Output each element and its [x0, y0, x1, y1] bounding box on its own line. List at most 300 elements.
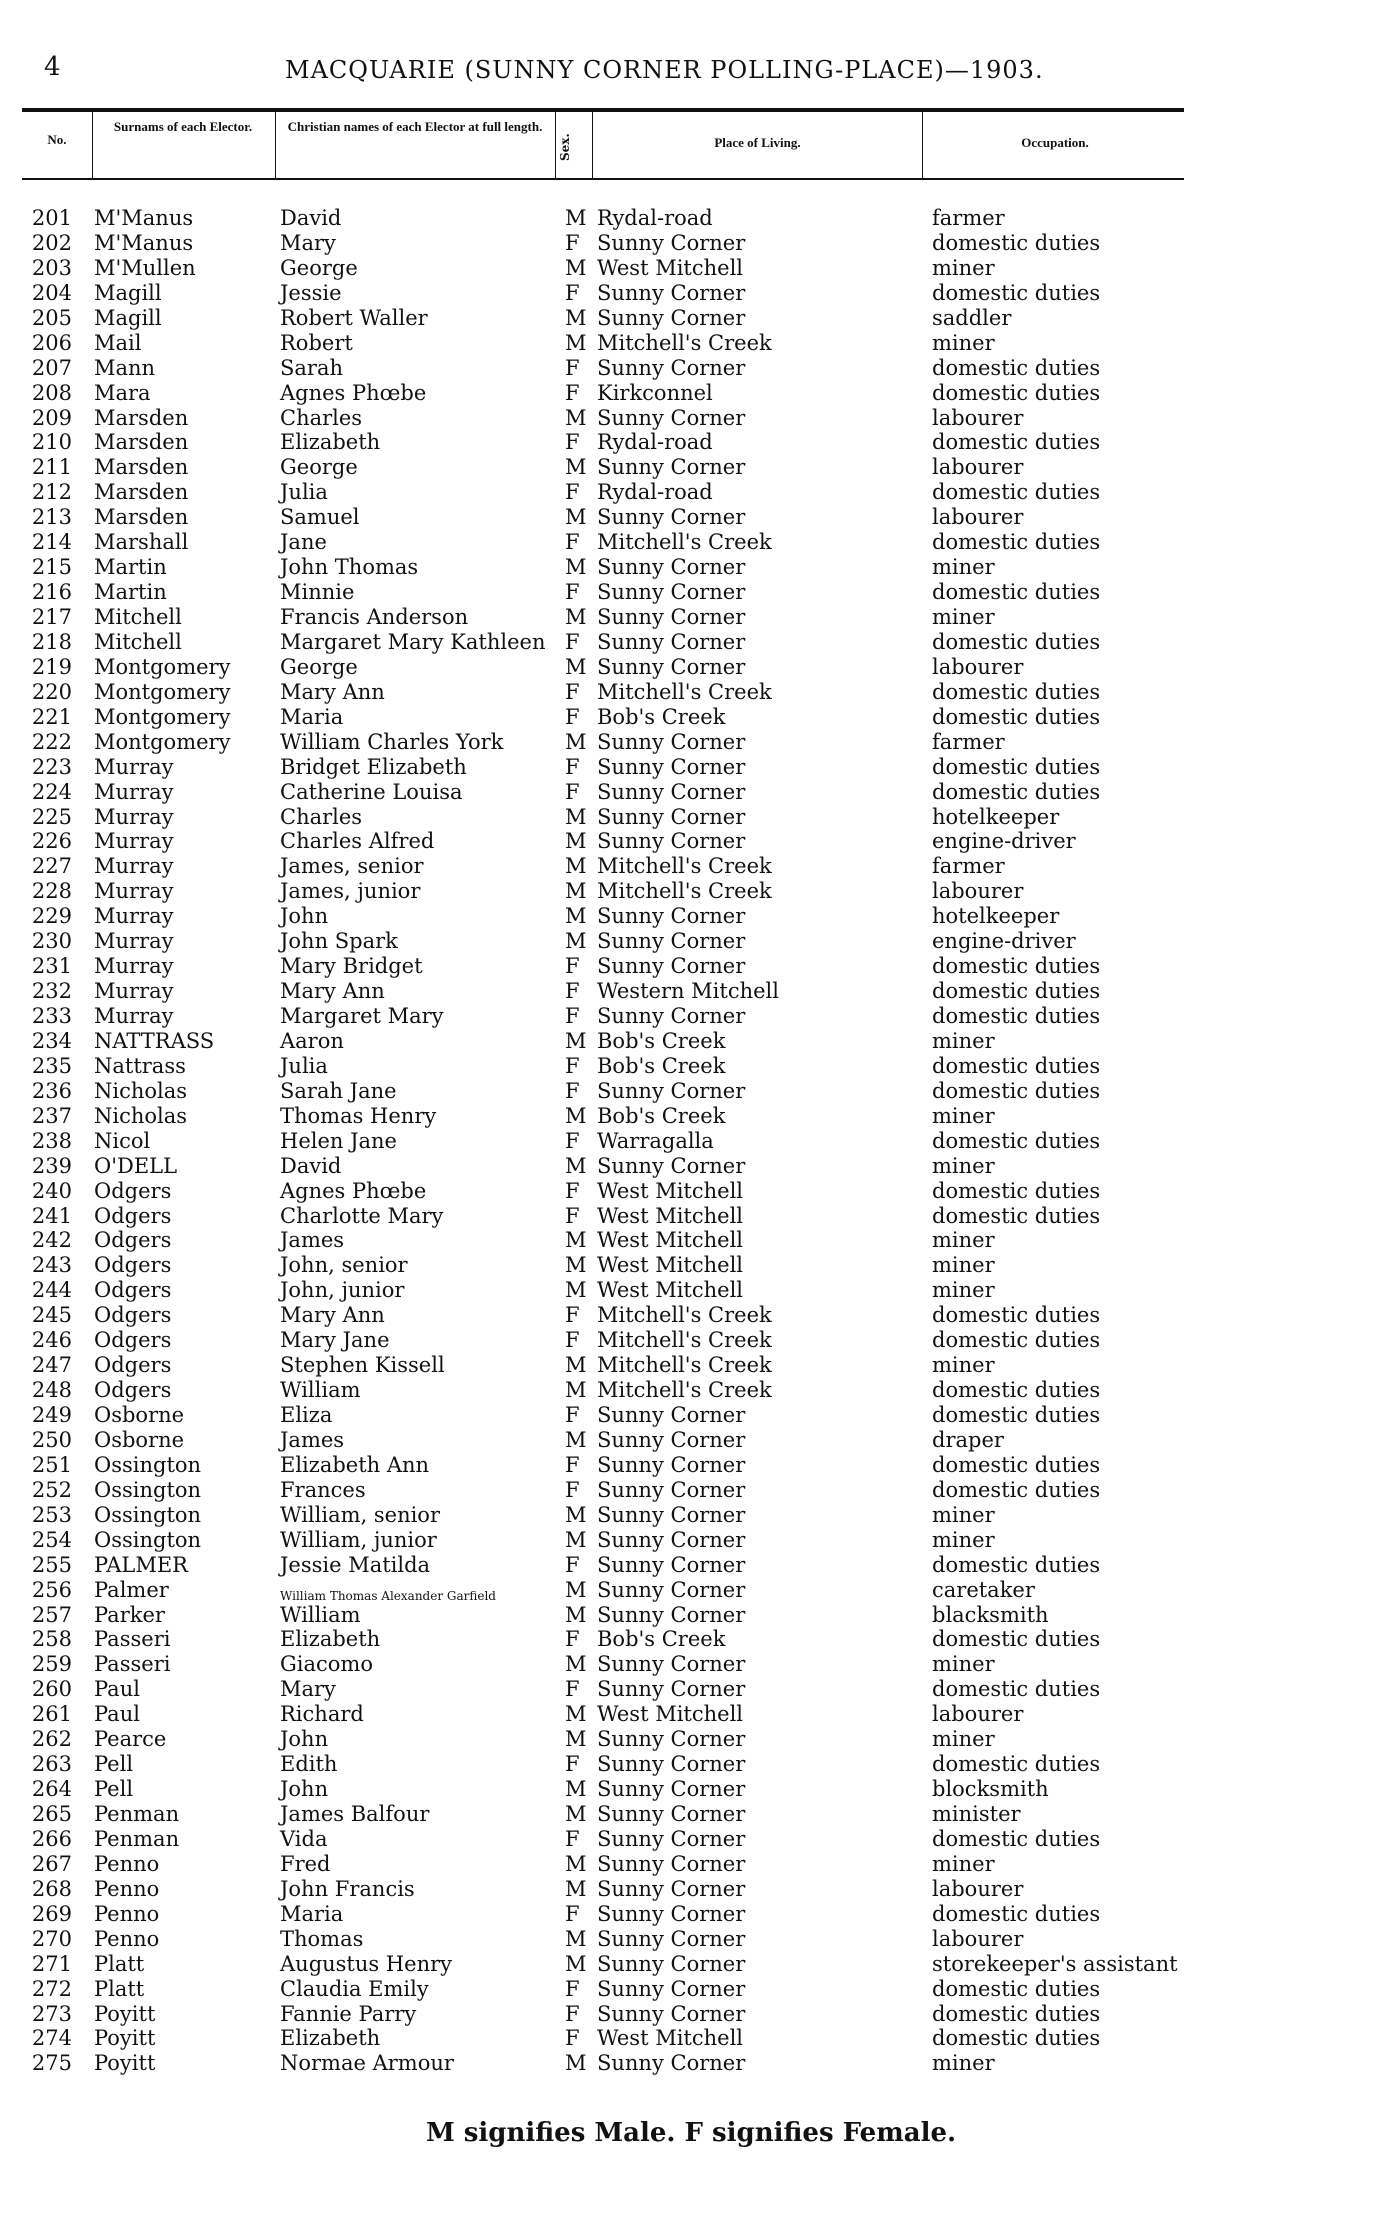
elector-christian-names: William — [280, 1378, 361, 1403]
elector-christian-names: Minnie — [280, 580, 355, 605]
elector-sex: M — [565, 605, 587, 629]
column-divider — [92, 112, 93, 178]
elector-place-of-living: Sunny Corner — [597, 1427, 746, 1452]
table-row — [0, 1428, 1382, 1453]
elector-surname: Poyitt — [94, 2001, 156, 2026]
elector-place-of-living: Sunny Corner — [597, 1153, 746, 1178]
elector-number: 266 — [31, 1826, 72, 1851]
table-row — [0, 1004, 1382, 1029]
elector-place-of-living: Sunny Corner — [597, 2051, 746, 2076]
elector-number: 272 — [31, 1976, 72, 2001]
elector-christian-names: Mary Ann — [280, 679, 385, 704]
elector-christian-names: William, junior — [280, 1527, 437, 1552]
elector-occupation: miner — [932, 555, 995, 580]
elector-place-of-living: Mitchell's Creek — [597, 1303, 772, 1328]
elector-number: 206 — [31, 330, 72, 355]
table-row — [0, 1702, 1382, 1727]
elector-surname: Murray — [94, 979, 174, 1004]
elector-surname: Marsden — [94, 405, 189, 430]
elector-christian-names: Sarah Jane — [280, 1078, 397, 1103]
elector-number: 240 — [31, 1178, 72, 1203]
elector-surname: Nicholas — [94, 1078, 188, 1103]
elector-sex: F — [565, 779, 580, 804]
elector-surname: Nicol — [94, 1128, 151, 1153]
elector-sex: M — [565, 206, 587, 230]
elector-surname: Magill — [94, 280, 162, 305]
elector-place-of-living: Sunny Corner — [597, 1876, 746, 1901]
elector-christian-names: John Thomas — [280, 555, 419, 580]
elector-surname: Passeri — [94, 1652, 171, 1677]
table-row — [0, 854, 1382, 879]
elector-christian-names: Margaret Mary Kathleen — [280, 629, 546, 654]
elector-sex: F — [565, 2026, 580, 2051]
elector-number: 216 — [31, 580, 72, 605]
elector-number: 271 — [31, 1951, 72, 1976]
elector-place-of-living: Western Mitchell — [597, 979, 779, 1004]
elector-number: 255 — [31, 1552, 72, 1577]
elector-christian-names: Jane — [280, 530, 327, 555]
elector-place-of-living: Rydal-road — [597, 430, 713, 455]
elector-christian-names: Mary Ann — [280, 979, 385, 1004]
elector-occupation: miner — [932, 1851, 995, 1876]
elector-place-of-living: Sunny Corner — [597, 1004, 746, 1028]
elector-surname: Montgomery — [94, 654, 231, 679]
elector-surname: Murray — [94, 954, 174, 979]
elector-sex: M — [565, 729, 587, 754]
elector-sex: F — [565, 1677, 580, 1702]
table-row — [0, 430, 1382, 455]
elector-sex: M — [565, 1602, 587, 1627]
table-row — [0, 256, 1382, 281]
elector-surname: Odgers — [94, 1378, 172, 1403]
elector-surname: Murray — [94, 929, 174, 954]
elector-occupation: hotelkeeper — [932, 904, 1060, 929]
elector-place-of-living: Sunny Corner — [597, 355, 746, 380]
elector-christian-names: Julia — [280, 480, 328, 505]
elector-surname: Marsden — [94, 430, 189, 455]
column-divider — [275, 112, 276, 178]
elector-sex: F — [565, 1452, 580, 1477]
table-row — [0, 2002, 1382, 2027]
table-row — [0, 605, 1382, 630]
elector-christian-names: Vida — [280, 1826, 328, 1851]
elector-surname: Ossington — [94, 1527, 202, 1552]
col-header-no: No. — [47, 132, 67, 147]
table-row — [0, 1578, 1382, 1603]
elector-sex: M — [565, 1577, 587, 1602]
elector-christian-names: Helen Jane — [280, 1128, 397, 1153]
elector-number: 231 — [31, 954, 72, 979]
elector-sex: F — [565, 380, 580, 405]
electors-list — [0, 206, 1382, 2076]
elector-place-of-living: Sunny Corner — [597, 1926, 746, 1951]
elector-number: 215 — [31, 555, 72, 580]
elector-occupation: blacksmith — [932, 1602, 1049, 1627]
elector-sex: F — [565, 530, 580, 555]
elector-place-of-living: Sunny Corner — [597, 929, 746, 954]
table-row — [0, 1652, 1382, 1677]
elector-christian-names: Jessie Matilda — [280, 1552, 431, 1577]
elector-sex: F — [565, 1477, 580, 1502]
elector-place-of-living: Sunny Corner — [597, 779, 746, 804]
elector-sex: M — [565, 1926, 587, 1951]
elector-christian-names: Charles — [280, 405, 363, 430]
table-row — [0, 281, 1382, 306]
elector-christian-names: Mary Ann — [280, 1303, 385, 1328]
elector-occupation: domestic duties — [932, 954, 1101, 979]
elector-place-of-living: Sunny Corner — [597, 1078, 746, 1103]
elector-surname: Nattrass — [94, 1053, 186, 1078]
elector-place-of-living: Mitchell's Creek — [597, 330, 772, 355]
elector-number: 238 — [31, 1128, 72, 1153]
elector-surname: Martin — [94, 580, 167, 605]
elector-sex: M — [565, 1028, 587, 1053]
elector-sex: F — [565, 280, 580, 305]
elector-christian-names: Bridget Elizabeth — [280, 754, 467, 779]
elector-christian-names: James — [280, 1228, 345, 1253]
elector-sex: M — [565, 455, 587, 480]
elector-surname: Odgers — [94, 1253, 172, 1278]
elector-surname: Ossington — [94, 1452, 202, 1477]
elector-christian-names: Jessie — [280, 280, 342, 305]
elector-occupation: engine-driver — [932, 829, 1076, 854]
elector-surname: Palmer — [94, 1577, 169, 1602]
elector-surname: Montgomery — [94, 679, 231, 704]
elector-occupation: domestic duties — [932, 754, 1101, 779]
elector-surname: Odgers — [94, 1228, 172, 1253]
elector-occupation: labourer — [932, 405, 1024, 430]
elector-occupation: miner — [932, 1278, 995, 1303]
elector-sex: M — [565, 1353, 587, 1378]
elector-place-of-living: Mitchell's Creek — [597, 679, 772, 704]
elector-occupation: miner — [932, 1727, 995, 1752]
elector-surname: Parker — [94, 1602, 165, 1627]
table-row — [0, 954, 1382, 979]
elector-christian-names: Charles — [280, 804, 363, 829]
elector-christian-names: Mary — [280, 1677, 336, 1702]
table-row — [0, 2051, 1382, 2076]
elector-number: 211 — [31, 455, 72, 480]
elector-place-of-living: Sunny Corner — [597, 1777, 746, 1802]
elector-place-of-living: Sunny Corner — [597, 1901, 746, 1926]
elector-place-of-living: Sunny Corner — [597, 455, 746, 480]
elector-sex: F — [565, 704, 580, 729]
elector-number: 210 — [31, 430, 72, 455]
elector-place-of-living: West Mitchell — [597, 1253, 743, 1278]
elector-surname: Penno — [94, 1876, 160, 1901]
header-rule-bottom — [22, 178, 1184, 180]
elector-occupation: hotelkeeper — [932, 804, 1060, 829]
elector-number: 205 — [31, 305, 72, 330]
elector-number: 223 — [31, 754, 72, 779]
elector-place-of-living: Sunny Corner — [597, 1452, 746, 1477]
elector-surname: Marsden — [94, 480, 189, 505]
elector-sex: M — [565, 1652, 587, 1677]
page-number: 4 — [44, 52, 61, 82]
elector-place-of-living: Bob's Creek — [597, 1028, 726, 1053]
elector-surname: Mail — [94, 330, 142, 355]
elector-surname: Osborne — [94, 1427, 185, 1452]
elector-number: 222 — [31, 729, 72, 754]
elector-surname: Murray — [94, 754, 174, 779]
elector-sex: F — [565, 1004, 580, 1028]
elector-place-of-living: Bob's Creek — [597, 1627, 726, 1652]
elector-number: 224 — [31, 779, 72, 804]
elector-surname: Poyitt — [94, 2051, 156, 2076]
table-row — [0, 630, 1382, 655]
elector-sex: F — [565, 1178, 580, 1203]
elector-occupation: domestic duties — [932, 2026, 1101, 2051]
elector-christian-names: George — [280, 455, 358, 480]
elector-number: 217 — [31, 605, 72, 629]
elector-sex: M — [565, 654, 587, 679]
elector-place-of-living: Sunny Corner — [597, 1577, 746, 1602]
elector-surname: Pell — [94, 1752, 134, 1777]
elector-sex: M — [565, 1502, 587, 1527]
elector-place-of-living: Sunny Corner — [597, 754, 746, 779]
elector-sex: M — [565, 1702, 587, 1727]
elector-christian-names: George — [280, 654, 358, 679]
elector-number: 258 — [31, 1627, 72, 1652]
elector-surname: Penman — [94, 1826, 180, 1851]
elector-occupation: domestic duties — [932, 629, 1101, 654]
elector-occupation: labourer — [932, 1876, 1024, 1901]
elector-sex: M — [565, 1527, 587, 1552]
elector-number: 261 — [31, 1702, 72, 1727]
elector-occupation: domestic duties — [932, 1452, 1101, 1477]
col-header-sex: Sex. — [558, 133, 572, 161]
elector-place-of-living: Sunny Corner — [597, 555, 746, 580]
elector-occupation: domestic duties — [932, 1378, 1101, 1403]
elector-place-of-living: West Mitchell — [597, 1203, 743, 1228]
elector-number: 275 — [31, 2051, 72, 2076]
elector-number: 236 — [31, 1078, 72, 1103]
elector-surname: Ossington — [94, 1477, 202, 1502]
elector-place-of-living: Sunny Corner — [597, 1951, 746, 1976]
elector-place-of-living: Sunny Corner — [597, 605, 746, 629]
elector-sex: F — [565, 954, 580, 979]
elector-place-of-living: Mitchell's Creek — [597, 1328, 772, 1353]
elector-sex: F — [565, 355, 580, 380]
elector-place-of-living: Sunny Corner — [597, 1976, 746, 2001]
table-row — [0, 406, 1382, 431]
elector-christian-names: Frances — [280, 1477, 366, 1502]
elector-place-of-living: Sunny Corner — [597, 2001, 746, 2026]
table-row — [0, 1603, 1382, 1628]
table-row — [0, 1378, 1382, 1403]
elector-place-of-living: Sunny Corner — [597, 405, 746, 430]
elector-christian-names: David — [280, 206, 342, 230]
elector-surname: Odgers — [94, 1353, 172, 1378]
elector-sex: F — [565, 1976, 580, 2001]
elector-christian-names: Mary Jane — [280, 1328, 390, 1353]
elector-sex: F — [565, 979, 580, 1004]
elector-number: 270 — [31, 1926, 72, 1951]
elector-number: 257 — [31, 1602, 72, 1627]
elector-surname: Penno — [94, 1901, 160, 1926]
elector-occupation: domestic duties — [932, 1178, 1101, 1203]
table-row — [0, 1129, 1382, 1154]
elector-sex: M — [565, 804, 587, 829]
elector-place-of-living: Sunny Corner — [597, 230, 746, 255]
elector-occupation: miner — [932, 1228, 995, 1253]
elector-number: 242 — [31, 1228, 72, 1253]
elector-surname: Martin — [94, 555, 167, 580]
elector-number: 259 — [31, 1652, 72, 1677]
elector-place-of-living: West Mitchell — [597, 255, 743, 280]
elector-number: 239 — [31, 1153, 72, 1178]
table-row — [0, 1353, 1382, 1378]
elector-christian-names: Elizabeth Ann — [280, 1452, 430, 1477]
table-row — [0, 1503, 1382, 1528]
elector-surname: Montgomery — [94, 729, 231, 754]
elector-surname: Murray — [94, 904, 174, 929]
table-row — [0, 1777, 1382, 1802]
elector-place-of-living: Sunny Corner — [597, 654, 746, 679]
elector-place-of-living: Bob's Creek — [597, 1103, 726, 1128]
elector-place-of-living: Mitchell's Creek — [597, 530, 772, 555]
elector-place-of-living: Sunny Corner — [597, 1826, 746, 1851]
elector-christian-names: Maria — [280, 704, 344, 729]
elector-surname: O'DELL — [94, 1153, 178, 1178]
elector-surname: Murray — [94, 779, 174, 804]
elector-number: 226 — [31, 829, 72, 854]
elector-sex: F — [565, 1078, 580, 1103]
elector-surname: PALMER — [94, 1552, 188, 1577]
elector-occupation: miner — [932, 1353, 995, 1378]
elector-sex: M — [565, 555, 587, 580]
elector-occupation: miner — [932, 605, 995, 629]
table-row — [0, 555, 1382, 580]
elector-occupation: storekeeper's assistant — [932, 1951, 1178, 1976]
elector-christian-names: Charles Alfred — [280, 829, 435, 854]
table-row — [0, 655, 1382, 680]
table-row — [0, 805, 1382, 830]
table-row — [0, 1927, 1382, 1952]
elector-surname: Penman — [94, 1802, 180, 1826]
elector-occupation: domestic duties — [932, 1752, 1101, 1777]
elector-sex: M — [565, 1427, 587, 1452]
elector-number: 248 — [31, 1378, 72, 1403]
elector-sex: F — [565, 1752, 580, 1777]
elector-sex: F — [565, 1203, 580, 1228]
elector-surname: M'Manus — [94, 230, 194, 255]
elector-place-of-living: Sunny Corner — [597, 1677, 746, 1702]
elector-christian-names: Stephen Kissell — [280, 1353, 445, 1378]
elector-christian-names: David — [280, 1153, 342, 1178]
elector-christian-names: Elizabeth — [280, 430, 381, 455]
elector-occupation: domestic duties — [932, 430, 1101, 455]
elector-occupation: domestic duties — [932, 1303, 1101, 1328]
elector-surname: Murray — [94, 854, 174, 879]
elector-occupation: domestic duties — [932, 580, 1101, 605]
elector-number: 256 — [31, 1577, 72, 1602]
elector-christian-names: Richard — [280, 1702, 364, 1727]
elector-christian-names: William Charles York — [280, 729, 504, 754]
elector-number: 201 — [31, 206, 72, 230]
table-row — [0, 1228, 1382, 1253]
elector-sex: M — [565, 505, 587, 530]
elector-number: 220 — [31, 679, 72, 704]
table-row — [0, 904, 1382, 929]
table-row — [0, 1029, 1382, 1054]
elector-place-of-living: Sunny Corner — [597, 1502, 746, 1527]
elector-occupation: domestic duties — [932, 1552, 1101, 1577]
elector-place-of-living: Sunny Corner — [597, 729, 746, 754]
elector-number: 213 — [31, 505, 72, 530]
table-row — [0, 1179, 1382, 1204]
elector-christian-names: Samuel — [280, 505, 360, 530]
elector-place-of-living: Sunny Corner — [597, 904, 746, 929]
elector-place-of-living: Bob's Creek — [597, 704, 726, 729]
elector-christian-names: Margaret Mary — [280, 1004, 444, 1028]
elector-christian-names: John — [280, 904, 329, 929]
elector-occupation: labourer — [932, 879, 1024, 904]
elector-christian-names: Charlotte Mary — [280, 1203, 444, 1228]
elector-place-of-living: Mitchell's Creek — [597, 1378, 772, 1403]
elector-surname: Penno — [94, 1926, 160, 1951]
elector-christian-names: Mary Bridget — [280, 954, 423, 979]
elector-sex: M — [565, 330, 587, 355]
elector-occupation: domestic duties — [932, 530, 1101, 555]
elector-sex: F — [565, 1403, 580, 1427]
table-row — [0, 780, 1382, 805]
elector-surname: NATTRASS — [94, 1028, 215, 1053]
elector-sex: F — [565, 580, 580, 605]
elector-surname: Marsden — [94, 455, 189, 480]
elector-sex: M — [565, 2051, 587, 2076]
table-row — [0, 1852, 1382, 1877]
elector-place-of-living: Warragalla — [597, 1128, 714, 1153]
elector-occupation: saddler — [932, 305, 1012, 330]
elector-surname: Montgomery — [94, 704, 231, 729]
table-row — [0, 1802, 1382, 1827]
elector-place-of-living: West Mitchell — [597, 1178, 743, 1203]
elector-occupation: domestic duties — [932, 1403, 1101, 1427]
elector-surname: Nicholas — [94, 1103, 188, 1128]
elector-christian-names: Sarah — [280, 355, 343, 380]
elector-place-of-living: Kirkconnel — [597, 380, 713, 405]
elector-occupation: domestic duties — [932, 1976, 1101, 2001]
elector-number: 274 — [31, 2026, 72, 2051]
elector-occupation: domestic duties — [932, 380, 1101, 405]
elector-sex: M — [565, 1727, 587, 1752]
table-row — [0, 1478, 1382, 1503]
elector-number: 269 — [31, 1901, 72, 1926]
column-divider — [922, 112, 923, 178]
elector-number: 234 — [31, 1028, 72, 1053]
elector-occupation: domestic duties — [932, 1901, 1101, 1926]
table-row — [0, 1902, 1382, 1927]
elector-surname: Osborne — [94, 1403, 185, 1427]
column-divider — [592, 112, 593, 178]
elector-number: 214 — [31, 530, 72, 555]
elector-number: 267 — [31, 1851, 72, 1876]
elector-christian-names: Elizabeth — [280, 1627, 381, 1652]
elector-occupation: domestic duties — [932, 979, 1101, 1004]
table-row — [0, 1278, 1382, 1303]
elector-place-of-living: West Mitchell — [597, 1228, 743, 1253]
elector-number: 228 — [31, 879, 72, 904]
page-title: MACQUARIE (SUNNY CORNER POLLING-PLACE)—1903. — [285, 56, 1044, 84]
elector-surname: Paul — [94, 1702, 140, 1727]
elector-number: 245 — [31, 1303, 72, 1328]
elector-christian-names: Fannie Parry — [280, 2001, 417, 2026]
table-row — [0, 1528, 1382, 1553]
elector-number: 253 — [31, 1502, 72, 1527]
elector-place-of-living: Sunny Corner — [597, 1851, 746, 1876]
elector-place-of-living: Sunny Corner — [597, 1727, 746, 1752]
